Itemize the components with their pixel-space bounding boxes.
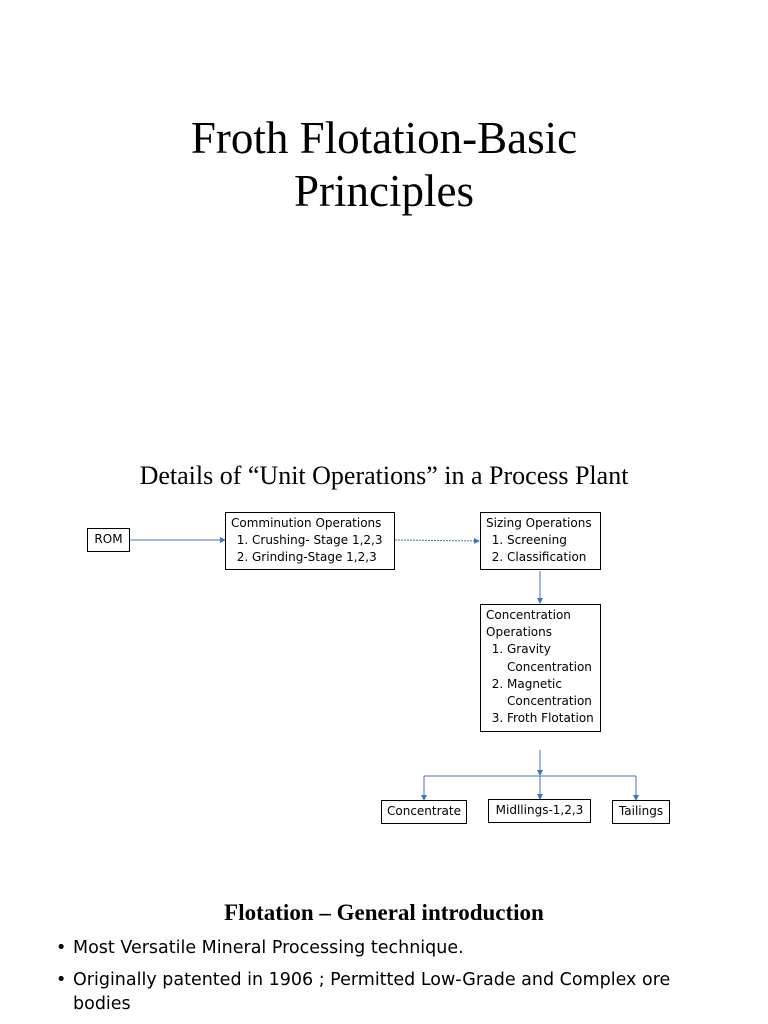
concentrate-box: [381, 800, 467, 824]
comminution-item: 1. Crushing- Stage 1,2,3: [252, 532, 389, 549]
sizing-item: 2. Classification: [507, 549, 595, 566]
section-heading: Flotation – General introduction: [224, 900, 544, 925]
comminution-box: [225, 512, 395, 570]
slide-title-line-2: Principles: [294, 166, 474, 216]
bullet-dot: •: [56, 938, 67, 958]
middlings-box: [488, 799, 591, 823]
concentrate-label: Concentrate: [387, 804, 461, 818]
comminution-title: Comminution Operations: [231, 516, 382, 530]
sizing-title: Sizing Operations: [486, 516, 592, 530]
concentration-title-line-1: Concentration: [486, 608, 571, 622]
concentration-item-line-1: 1. Gravity: [507, 642, 551, 657]
sizing-item: 1. Screening: [507, 532, 595, 549]
slide-title: [0, 112, 768, 218]
concentration-item: [507, 641, 595, 675]
rom-label: ROM: [94, 532, 123, 546]
middlings-label: Midllings-1,2,3: [495, 803, 584, 817]
arrow-comminution-to-sizing: [395, 540, 479, 541]
concentration-item: [507, 710, 595, 727]
tailings-box: [612, 800, 670, 824]
concentration-box: [480, 604, 601, 732]
bullet-text-line-1: Originally patented in 1906 ; Permitted Low-Grade and Complex ore: [73, 970, 671, 990]
comminution-item: 2. Grinding-Stage 1,2,3: [252, 549, 389, 566]
sizing-box: [480, 512, 601, 570]
concentration-item-line-1: 2. Magnetic: [507, 676, 562, 691]
concentration-item-line-2: Concentration: [507, 694, 592, 709]
bullet-text: Most Versatile Mineral Processing technique.: [73, 938, 464, 958]
intro-bullet-list: [56, 936, 746, 1024]
concentration-title-line-2: Operations: [486, 625, 552, 640]
slide-title-line-1: Froth Flotation-Basic: [190, 113, 578, 163]
concentration-item-line-2: Concentration: [507, 659, 592, 674]
bullet-dot: •: [56, 970, 67, 990]
concentration-item-line-1: 3. Froth Flotation: [507, 711, 594, 726]
concentration-item: [507, 676, 595, 710]
tailings-label: Tailings: [618, 804, 664, 818]
bullet-item: [56, 936, 746, 960]
bullet-item: [56, 968, 746, 1016]
diagram-heading: Details of “Unit Operations” in a Process Plant: [139, 461, 629, 490]
bullet-text-line-2: bodies: [73, 994, 131, 1014]
rom-box: [87, 528, 130, 552]
